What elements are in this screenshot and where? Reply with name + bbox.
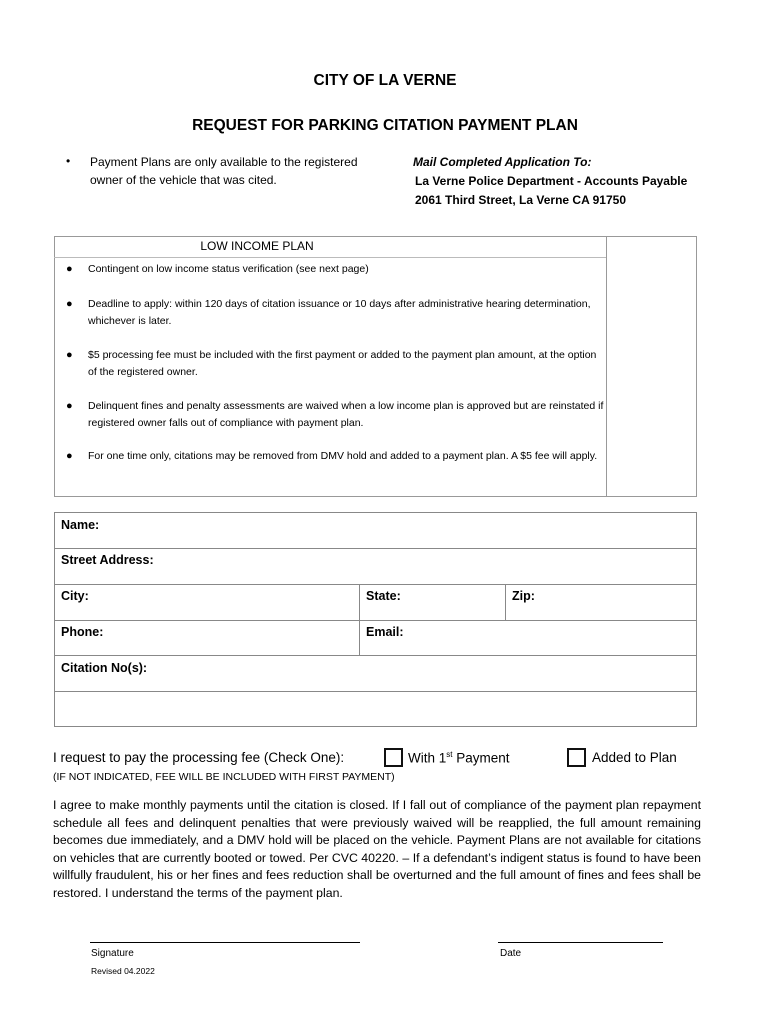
list-item: ● Deadline to apply: within 120 days of citation issuance or 10 days after administrative hearing determination, whichever is later. <box>66 298 591 327</box>
row-divider <box>54 584 697 585</box>
mail-to-line1: La Verne Police Department - Accounts Payable <box>415 174 688 188</box>
added-to-plan-checkbox[interactable] <box>567 748 586 767</box>
citation-numbers-input[interactable] <box>55 692 696 726</box>
with-first-payment-checkbox[interactable] <box>384 748 403 767</box>
agreement-text: I agree to make monthly payments until the citation is closed. If I fall out of compliance of the payment plan repayment schedule all fees and delinquent penalties that were previously waived will be reapplied, the full amount remaining becomes due immediately, and a DMV hold will be placed on the vehicle. Payment Plans are not available for citations on vehicles that are currently booted or towed. Per CVC 40220. – If a defendant’s indigent status is found to have been willfully fraudulent, his or her fines and fees reduction shall be overturned and the full amount of fines and fees shall be restored. I understand the terms of the payment plan. <box>53 798 701 900</box>
fee-request-label: I request to pay the processing fee (Check One): <box>53 750 345 765</box>
low-income-title-rule <box>54 257 606 258</box>
with-first-payment-label: With 1st Payment <box>408 750 510 766</box>
name-field[interactable]: Name: <box>61 518 100 532</box>
mail-to-heading: Mail Completed Application To: <box>413 155 592 169</box>
bullet-icon: ● <box>66 450 73 462</box>
list-item: ● For one time only, citations may be removed from DMV hold and added to a payment plan. A $5 fee will apply. <box>66 448 606 465</box>
added-to-plan-label: Added to Plan <box>592 750 677 765</box>
mail-to-line2: 2061 Third Street, La Verne CA 91750 <box>415 193 626 207</box>
row-divider <box>54 655 697 656</box>
city-field[interactable]: City: <box>61 589 89 603</box>
list-item: ● Delinquent fines and penalty assessments are waived when a low income plan is approved but are reinstated if registered owner falls out of compliance with payment plan. <box>66 400 604 429</box>
list-item: ● Contingent on low income status verification (see next page) <box>66 261 606 278</box>
form-title: REQUEST FOR PARKING CITATION PAYMENT PLAN <box>192 117 578 134</box>
signature-line[interactable] <box>90 942 360 943</box>
date-line[interactable] <box>498 942 663 943</box>
list-item: ● $5 processing fee must be included with the first payment or added to the payment plan amount, at the option of the registered owner. <box>66 349 597 378</box>
column-divider <box>359 584 360 655</box>
low-income-plan-title: LOW INCOME PLAN <box>200 239 314 253</box>
bullet-icon: • <box>66 154 71 168</box>
revision-date: Revised 04.2022 <box>91 966 155 976</box>
row-divider <box>54 548 697 549</box>
owner-note: Payment Plans are only available to the registered owner of the vehicle that was cited. <box>90 155 358 187</box>
bullet-icon: ● <box>66 263 73 275</box>
citation-numbers-field[interactable]: Citation No(s): <box>61 661 148 675</box>
date-label: Date <box>500 948 522 959</box>
state-field[interactable]: State: <box>366 589 401 603</box>
fee-note: (IF NOT INDICATED, FEE WILL BE INCLUDED WITH FIRST PAYMENT) <box>53 771 395 783</box>
email-field[interactable]: Email: <box>366 625 404 639</box>
city-title: CITY OF LA VERNE <box>313 72 457 89</box>
low-income-divider <box>606 236 607 497</box>
column-divider <box>505 584 506 620</box>
mail-to-block <box>413 153 687 210</box>
signature-label: Signature <box>91 948 134 959</box>
row-divider <box>54 620 697 621</box>
zip-field[interactable]: Zip: <box>512 589 535 603</box>
bullet-icon: ● <box>66 400 73 412</box>
phone-field[interactable]: Phone: <box>61 625 104 639</box>
street-address-field[interactable]: Street Address: <box>61 553 154 567</box>
bullet-icon: ● <box>66 349 73 361</box>
bullet-icon: ● <box>66 298 73 310</box>
